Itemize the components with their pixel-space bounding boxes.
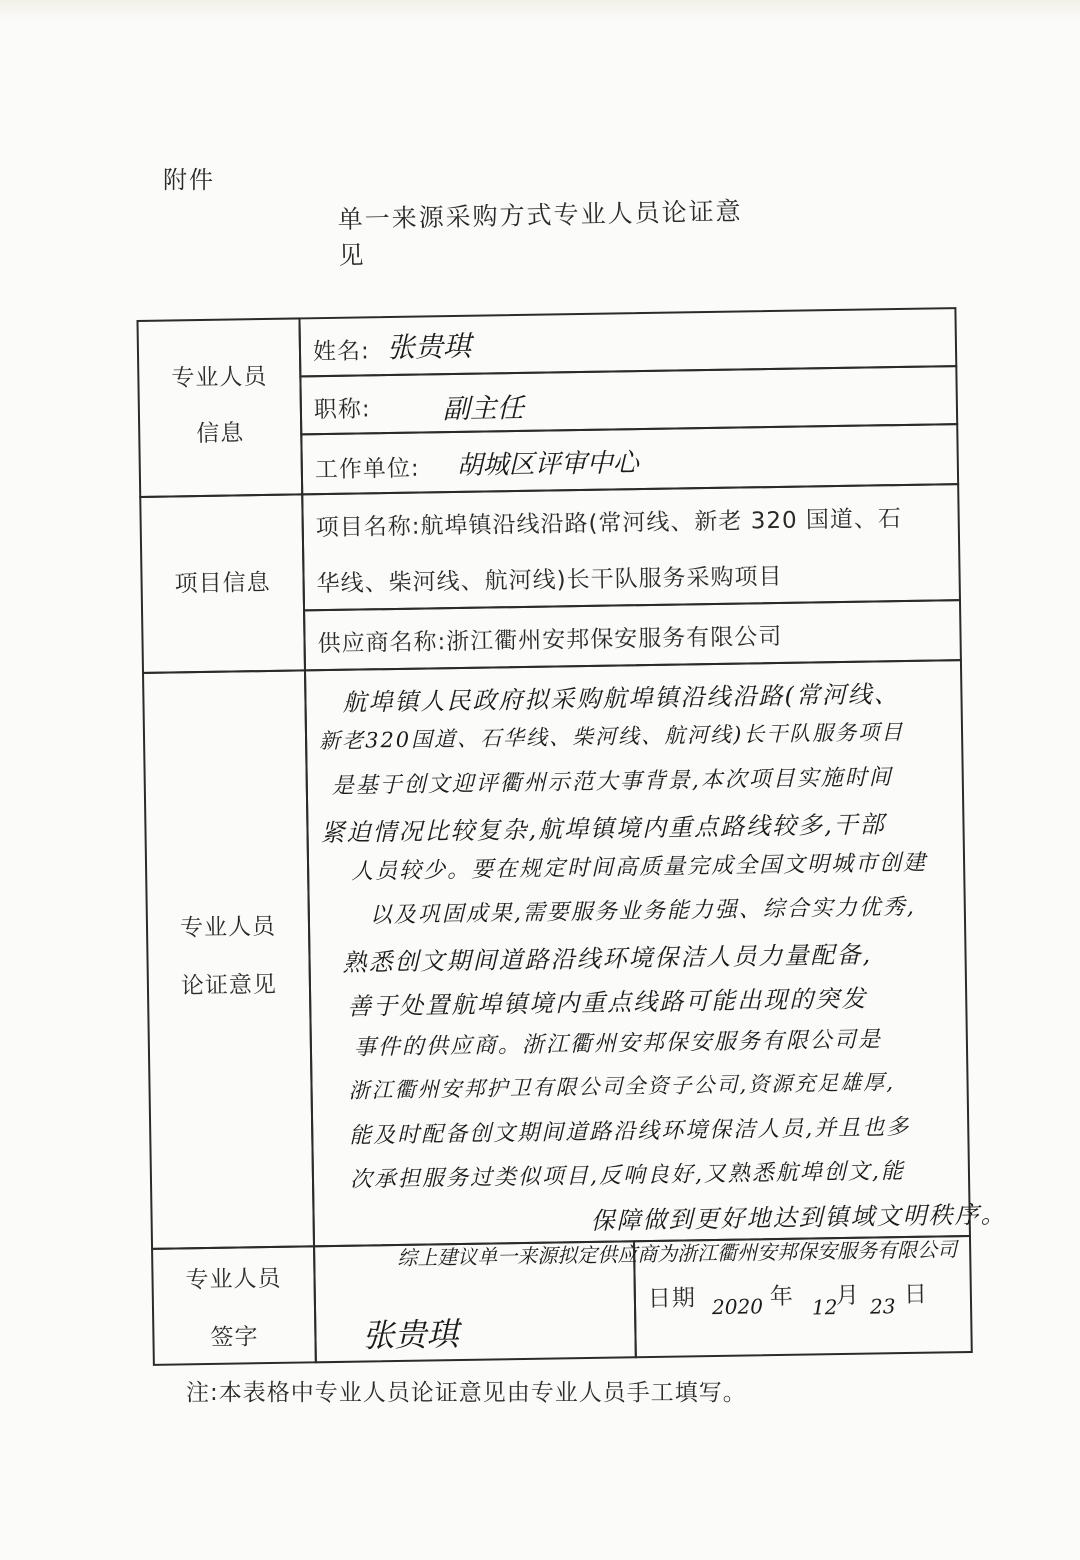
title-label: 职称: <box>313 396 371 424</box>
signature-label-line2: 签字 <box>210 1324 259 1351</box>
opinion-line: 新老320国道、石华线、柴河线、航河线)长干队服务项目 <box>318 719 905 754</box>
date-year-label: 年 <box>769 1283 795 1311</box>
project-name-line2: 华线、柴河线、航河线)长干队服务采购项目 <box>316 563 783 598</box>
employer-value-handwritten: 胡城区评审中心 <box>456 448 640 481</box>
signature-label-line1: 专业人员 <box>185 1265 282 1294</box>
expert-info-label-line1: 专业人员 <box>171 363 268 392</box>
opinion-label-line2: 论证意见 <box>180 971 278 1000</box>
opinion-label-line1: 专业人员 <box>179 913 277 942</box>
opinion-line: 熟悉创文期间道路沿线环境保洁人员力量配备, <box>342 940 873 977</box>
name-label: 姓名: <box>312 338 370 366</box>
opinion-line: 航埠镇人民政府拟采购航埠镇沿线沿路(常河线、 <box>342 680 901 717</box>
opinion-line: 保障做到更好地达到镇域文明秩序。 <box>590 1200 1007 1235</box>
footer-note: 注:本表格中专业人员论证意见由专业人员手工填写。 <box>186 1380 747 1406</box>
date-month-value: 12 <box>811 1295 838 1320</box>
opinion-line: 浙江衢州安邦护卫有限公司全资子公司,资源充足雄厚, <box>348 1070 896 1103</box>
opinion-line: 是基于创文迎评衢州示范大事背景,本次项目实施时间 <box>331 765 893 799</box>
opinion-conclusion: 综上建议单一来源拟定供应商为浙江衢州安邦保安服务有限公司 <box>397 1237 958 1271</box>
title-value-handwritten: 副主任 <box>442 392 525 426</box>
opinion-line: 人员较少。要在规定时间高质量完成全国文明城市创建 <box>350 850 928 885</box>
employer-label: 工作单位: <box>314 455 420 484</box>
supplier-name: 供应商名称:浙江衢州安邦保安服务有限公司 <box>317 623 783 658</box>
date-day-value: 23 <box>869 1294 896 1319</box>
opinion-line: 能及时配备创文期间道路沿线环境保洁人员,并且也多 <box>349 1114 911 1149</box>
date-day-label: 日 <box>903 1281 929 1309</box>
page-top-edge <box>0 0 1080 22</box>
opinion-line: 事件的供应商。浙江衢州安邦保安服务有限公司是 <box>353 1027 883 1061</box>
attachment-label: 附件 <box>163 166 215 194</box>
opinion-line: 次承担服务过类似项目,反响良好,又熟悉航埠创文,能 <box>349 1159 906 1193</box>
document-title: 单一来源采购方式专业人员论证意见 <box>337 196 743 270</box>
name-value-handwritten: 张贵琪 <box>386 329 472 365</box>
date-year-value: 2020 <box>711 1294 764 1320</box>
opinion-line: 紧迫情况比较复杂,航埠镇境内重点路线较多,干部 <box>320 810 886 848</box>
opinion-line: 以及巩固成果,需要服务业务能力强、综合实力优秀, <box>369 894 916 929</box>
date-month-label: 月 <box>835 1282 861 1310</box>
project-name-line1: 项目名称:航埠镇沿线沿路(常河线、新老 320 国道、石 <box>315 505 903 542</box>
opinion-line: 善于处置航埠镇境内重点线路可能出现的突发 <box>347 984 868 1021</box>
signature-handwritten: 张贵琪 <box>362 1315 459 1355</box>
expert-info-label-line2: 信息 <box>196 420 245 448</box>
project-info-label: 项目信息 <box>174 569 271 598</box>
date-label: 日期 <box>647 1285 697 1313</box>
opinion-form-table <box>136 277 1007 1360</box>
